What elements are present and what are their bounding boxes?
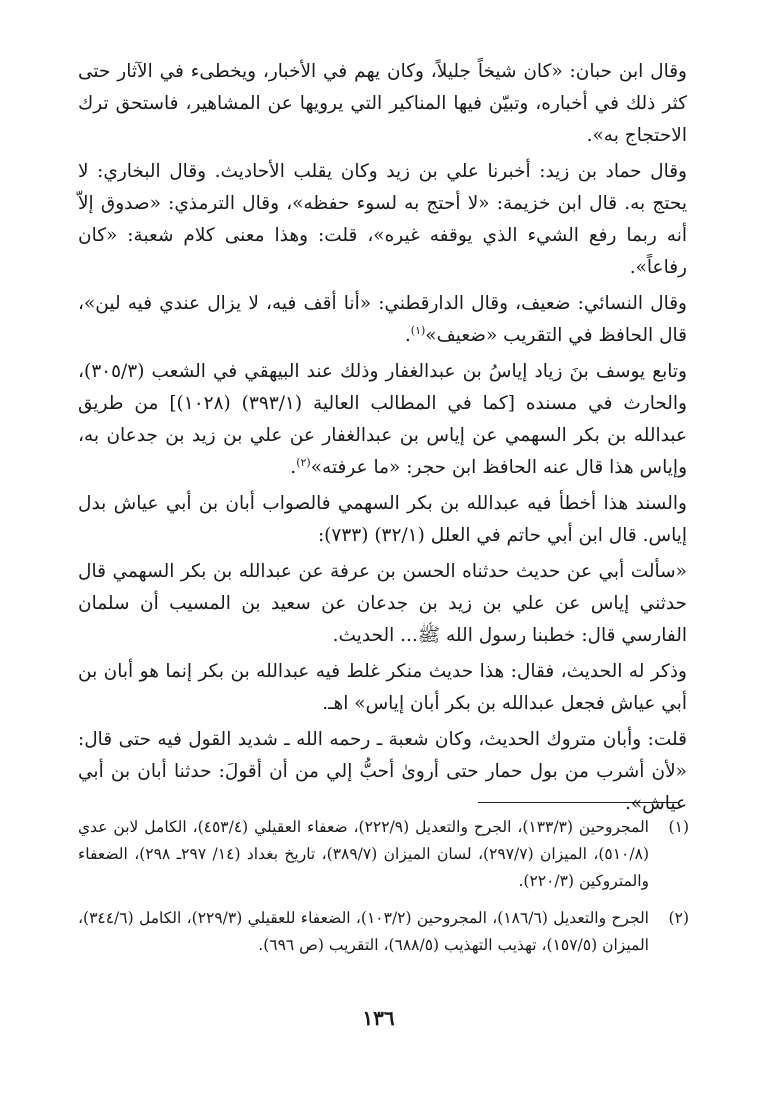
footnote-1-text: المجروحين (١٣٣/٣)، الجرح والتعديل (٢٢٢/٩)، ضعفاء العقيلي (٤٥٣/٤)، الكامل لابن عدي (٥١٠/٨)، الميزان (٢٩٧/٧)، لسان الميزان (٣٨٩/٧)، تاريخ بغداد (١٤/ ٢٩٧ـ ٢٩٨)، الضعفاء والمتروكين (٢٢٠/٣). (78, 818, 649, 890)
paragraph-hammad: وقال حماد بن زيد: أخبرنا علي بن زيد وكان يقلب الأحاديث. وقال البخاري: لا يحتج به. قال ابن خزيمة: «لا أحتج به لسوء حفظه»، وقال الترمذي: «صدوق إلاّ أنه ربما رفع الشيء الذي يوقفه غيره»، قلت: وهذا معنى كلام شعبة: «كان رفاعاً». (78, 161, 687, 278)
footnote-2 (78, 905, 689, 959)
footnote-2-text: الجرح والتعديل (١٨٦/٦)، المجروحين (١٠٣/٢)، الضعفاء للعقيلي (٢٢٩/٣)، الكامل (٣٤٤/٦)، الميزان (١٥٧/٥)، تهذيب التهذيب (٦٨٨/٥)، التقريب (ص ٦٩٦). (78, 909, 649, 954)
paragraph-nasai-text: وقال النسائي: ضعيف، وقال الدارقطني: «أنا أقف فيه، لا يزال عندي فيه لين»، قال الحافظ في التقريب «ضعيف» (78, 293, 687, 346)
paragraph-sanad: والسند هذا أخطأ فيه عبدالله بن بكر السهمي فالصواب أبان بن أبي عياش بدل إياس. قال ابن أبي حاتم في العلل (٣٢/١) (٧٣٣): (78, 493, 687, 546)
footnote-2-number: (٢) (668, 909, 689, 927)
footnote-ref-2[interactable]: (٢) (296, 455, 311, 469)
paragraph-ibn-hibban: وقال ابن حبان: «كان شيخاً جليلاً، وكان يهم في الأخبار، ويخطىء في الآثار حتى كثر ذلك في أخباره، وتبيّن فيها المناكير التي يرويها عن المشاهير، فاستحق ترك الاحتجاج به». (78, 61, 687, 146)
footnote-divider (478, 802, 678, 803)
footnote-1 (78, 814, 689, 895)
paragraph-yusuf-text: وتابع يوسف بنَ زياد إياسُ بن عبدالغفار وذلك عند البيهقي في الشعب (٣٠٥/٣)، والحارث في مسنده [كما في المطالب العالية (٣٩٣/١) (١٠٢٨)] من طريق عبدالله بن بكر السهمي عن إياس بن عبدالغفار عن علي بن زيد بن جدعان به، وإياس هذا قال عنه الحافظ ابن حجر: «ما عرفته» (78, 361, 687, 478)
footnote-ref-1[interactable]: (١) (410, 323, 426, 337)
footnotes (78, 814, 689, 969)
page-number: ١٣٦ (362, 1006, 395, 1030)
paragraph-ilal-quote: «سألت أبي عن حديث حدثناه الحسن بن عرفة عن عبدالله بن بكر السهمي قال حدثني إياس عن علي بن زيد بن جدعان عن سعيد بن المسيب أن سلمان الفارسي قال: خطبنا رسول الله ﷺ... الحديث. (78, 561, 687, 646)
paragraph-dhikr: وذكر له الحديث، فقال: هذا حديث منكر غلط فيه عبدالله بن بكر إنما هو أبان بن أبي عياش فجعل عبدالله بن بكر أبان إياس» اهـ. (78, 661, 687, 714)
main-text (78, 56, 687, 824)
paragraph-yusuf: وتابع يوسف بنَ زياد إياسُ بن عبدالغفار وذلك عند البيهقي في الشعب (٣٠٥/٣)، والحارث في مسنده [كما في المطالب العالية (٣٩٣/١) (١٠٢٨)] من طريق عبدالله بن بكر السهمي عن إياس بن عبدالغفار عن علي بن زيد بن جدعان به، وإياس هذا قال عنه الحافظ ابن حجر: «ما عرفته»$^{(٢)}$. (78, 361, 687, 478)
paragraph-aban: قلت: وأبان متروك الحديث، وكان شعبة ـ رحمه الله ـ شديد القول فيه حتى قال: «لأن أشرب من بول حمار حتى أروىٰ أحبُّ إلي من أن أقولَ: حدثنا أبان بن أبي عياش». (78, 729, 687, 814)
paragraph-nasai: وقال النسائي: ضعيف، وقال الدارقطني: «أنا أقف فيه، لا يزال عندي فيه لين»، قال الحافظ في التقريب «ضعيف»$^{(١)}$. (78, 293, 687, 346)
footnote-1-number: (١) (668, 818, 689, 836)
